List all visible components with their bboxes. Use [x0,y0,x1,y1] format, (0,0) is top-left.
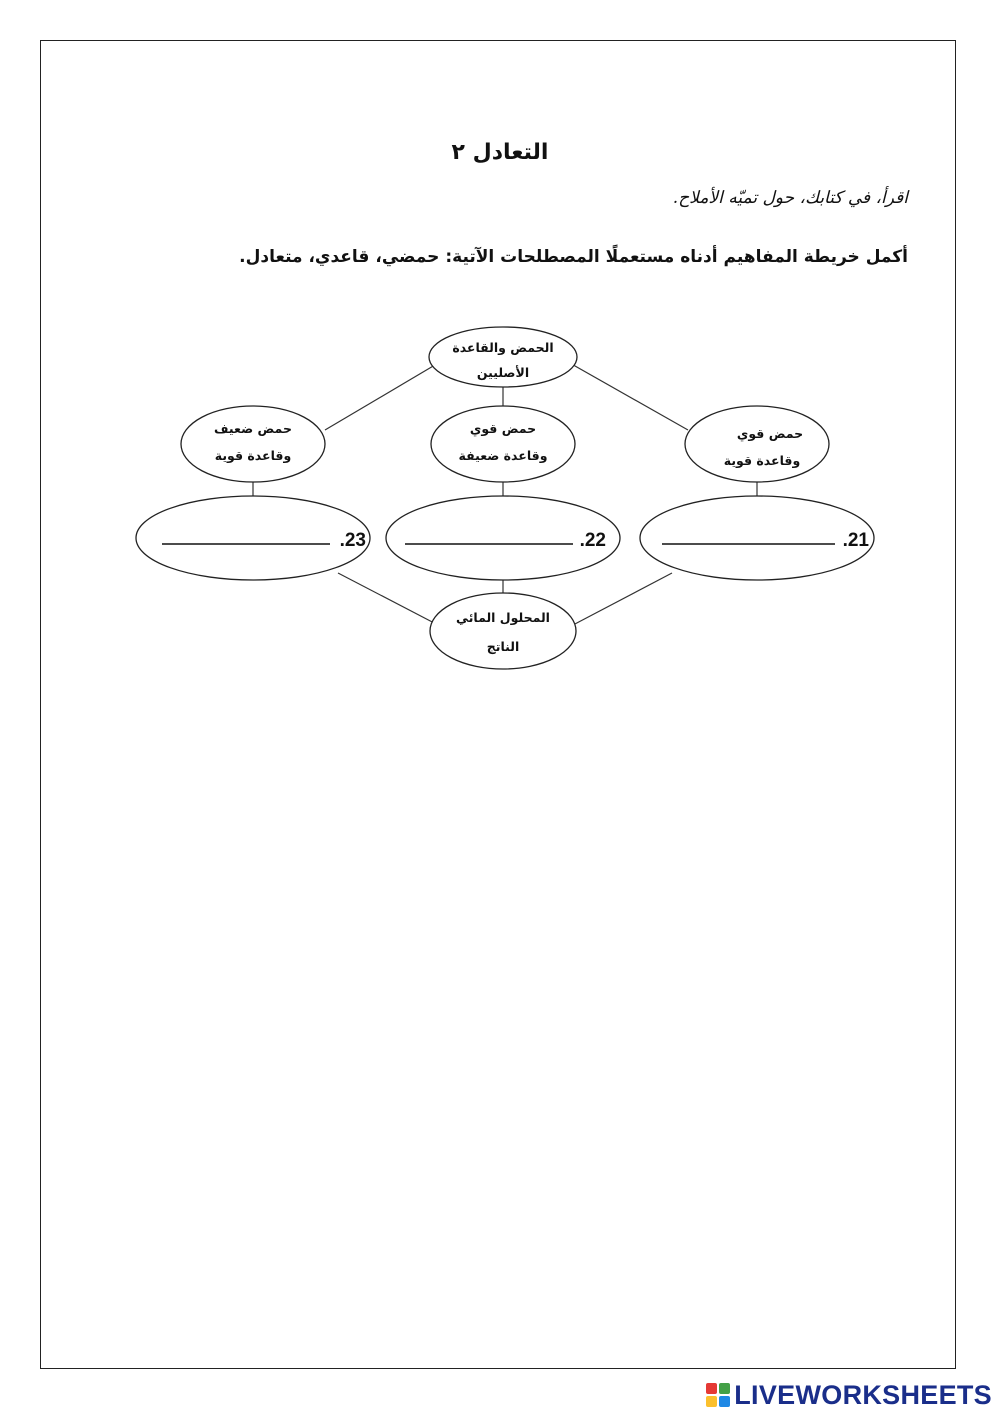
bottom-node-line2: الناتج [486,639,520,654]
top-node-line2: الأصليين [476,365,530,380]
answer-node-23-ellipse [136,496,370,580]
page-title: التعادل ٢ [451,140,549,165]
middle-node-left-line2: وقاعدة قوية [214,448,292,463]
liveworksheets-logo-icon [706,1383,730,1407]
middle-node-center-line1: حمض قوي [469,421,537,436]
bottom-node-line1: المحلول المائي [456,610,550,625]
bottom-node-ellipse [430,593,576,669]
middle-node-left-line1: حمض ضعيف [214,421,292,436]
connector-top-left [325,362,440,430]
brand-name: LIVEWORKSHEETS [734,1379,992,1410]
middle-node-center-ellipse [431,406,575,482]
middle-node-right-line1: حمض قوي [736,426,804,441]
liveworksheets-brand [706,1380,992,1410]
answer-node-21-ellipse [640,496,874,580]
middle-node-right-line2: وقاعدة قوية [723,453,801,468]
reading-instruction: اقرأ، في كتابك، حول تميّه الأملاح. [672,188,908,208]
middle-node-right-ellipse [685,406,829,482]
connector-top-right [568,362,688,430]
task-instruction: أكمل خريطة المفاهيم أدناه مستعملًا المصطلحات الآتية: حمضي، قاعدي، متعادل. [239,247,908,267]
answer-number-21: .21 [842,530,869,551]
middle-node-left-ellipse [181,406,325,482]
connector-bottom-left [338,573,438,625]
answer-number-22: .22 [579,530,606,551]
answer-number-23: .23 [339,530,366,551]
top-node-line1: الحمض والقاعدة [452,340,554,355]
middle-node-center-line2: وقاعدة ضعيفة [458,448,548,463]
connector-bottom-right [573,573,672,625]
